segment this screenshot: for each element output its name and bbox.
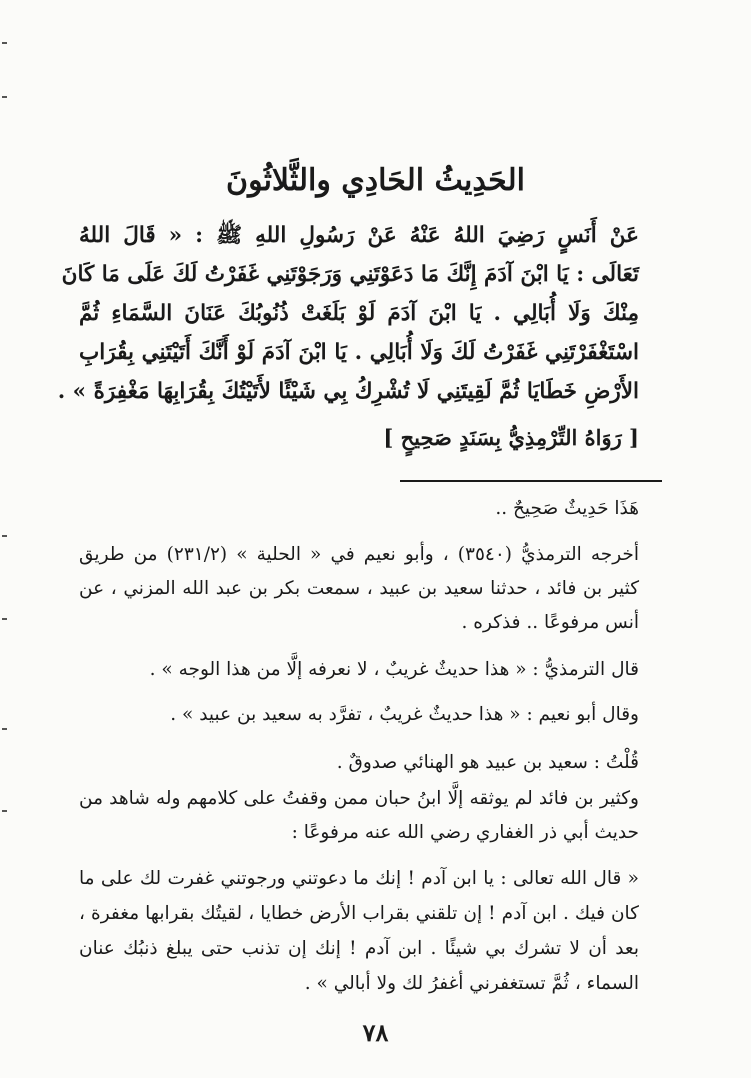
tirmidhi-comment: قال الترمذيُّ : « هذا حديثٌ غريبٌ ، لا نعرفه إلَّا من هذا الوجه » . bbox=[149, 659, 639, 680]
scan-mark bbox=[2, 810, 7, 812]
takhrij-line: أنس مرفوعًا .. فذكره . bbox=[461, 612, 639, 633]
hadith-line: تَعَالَى : يَا ابْنَ آدَمَ إِنَّكَ مَا دَعَوْتَنِي وَرَجَوْتَنِي غَفَرْتُ لَكَ عَلَى مَا كَانَ bbox=[61, 262, 639, 287]
hadith-line: مِنْكَ وَلَا أُبَالِي . يَا ابْنَ آدَمَ لَوْ بَلَغَتْ ذُنُوبُكَ عَنَانَ السَّمَاءِ ثُمَّ bbox=[79, 301, 639, 326]
supporting-hadith-line: كان فيك . ابن آدم ! إن تلقني بقراب الأرض خطايا ، لقيتُك بقرابها مغفرة ، bbox=[79, 903, 639, 924]
hadith-line: الأَرْضِ خَطَايَا ثُمَّ لَقِيتَنِي لَا تُشْرِكُ بِي شَيْئًا لأَتَيْتُكَ بِقُرَابِهَا مَغْفِرَةً » . bbox=[57, 379, 639, 404]
scan-mark bbox=[2, 96, 7, 98]
grading-text: هَذَا حَدِيثٌ صَحِيحٌ .. bbox=[495, 498, 639, 519]
supporting-hadith-line: « قال الله تعالى : يا ابن آدم ! إنك ما دعوتني ورجوتني غفرت لك على ما bbox=[79, 868, 639, 889]
supporting-hadith-line: السماء ، ثُمَّ تستغفرني أغفرُ لك ولا أبالي » . bbox=[304, 973, 639, 994]
takhrij-line: كثير بن فائد ، حدثنا سعيد بن عبيد ، سمعت بكر بن عبد الله المزني ، عن bbox=[79, 578, 639, 599]
divider bbox=[400, 480, 662, 482]
scan-mark bbox=[2, 618, 7, 620]
page-title: الحَدِيثُ الحَادِي والثَّلاثُونَ bbox=[226, 163, 525, 198]
author-note: قُلْتُ : سعيد بن عبيد هو الهنائي صدوقٌ . bbox=[336, 752, 639, 773]
narrator-note-line: وكثير بن فائد لم يوثقه إلَّا ابنُ حبان ممن وقفتُ على كلامهم وله شاهد من bbox=[79, 788, 639, 809]
page-number: ٧٨ bbox=[362, 1018, 389, 1047]
scan-mark bbox=[2, 728, 7, 730]
abu-nuaym-comment: وقال أبو نعيم : « هذا حديثٌ غريبٌ ، تفرَّد به سعيد بن عبيد » . bbox=[170, 704, 639, 725]
takhrij-line: أخرجه الترمذيُّ (٣٥٤٠) ، وأبو نعيم في « الحلية » (٢٣١/٢) من طريق bbox=[79, 544, 639, 565]
scan-mark bbox=[2, 535, 7, 537]
scan-mark bbox=[2, 42, 7, 44]
narrator-note-line: حديث أبي ذر الغفاري رضي الله عنه مرفوعًا : bbox=[291, 822, 639, 843]
hadith-line: عَنْ أَنَسٍ رَضِيَ اللهُ عَنْهُ عَنْ رَسُولِ اللهِ ﷺ : « قَالَ اللهُ bbox=[79, 223, 639, 248]
hadith-line: اسْتَغْفَرْتَنِي غَفَرْتُ لَكَ وَلَا أُبَالِي . يَا ابْنَ آدَمَ لَوْ أَنَّكَ أَتَيْتَنِي بِقُرَابِ bbox=[79, 340, 639, 365]
hadith-source: [ رَوَاهُ التِّرْمِذِيُّ بِسَنَدٍ صَحِيحٍ ] bbox=[383, 425, 639, 450]
supporting-hadith-line: بعد أن لا تشرك بي شيئًا . ابن آدم ! إنك إن تذنب حتى يبلغ ذنبُك عنان bbox=[79, 938, 639, 959]
